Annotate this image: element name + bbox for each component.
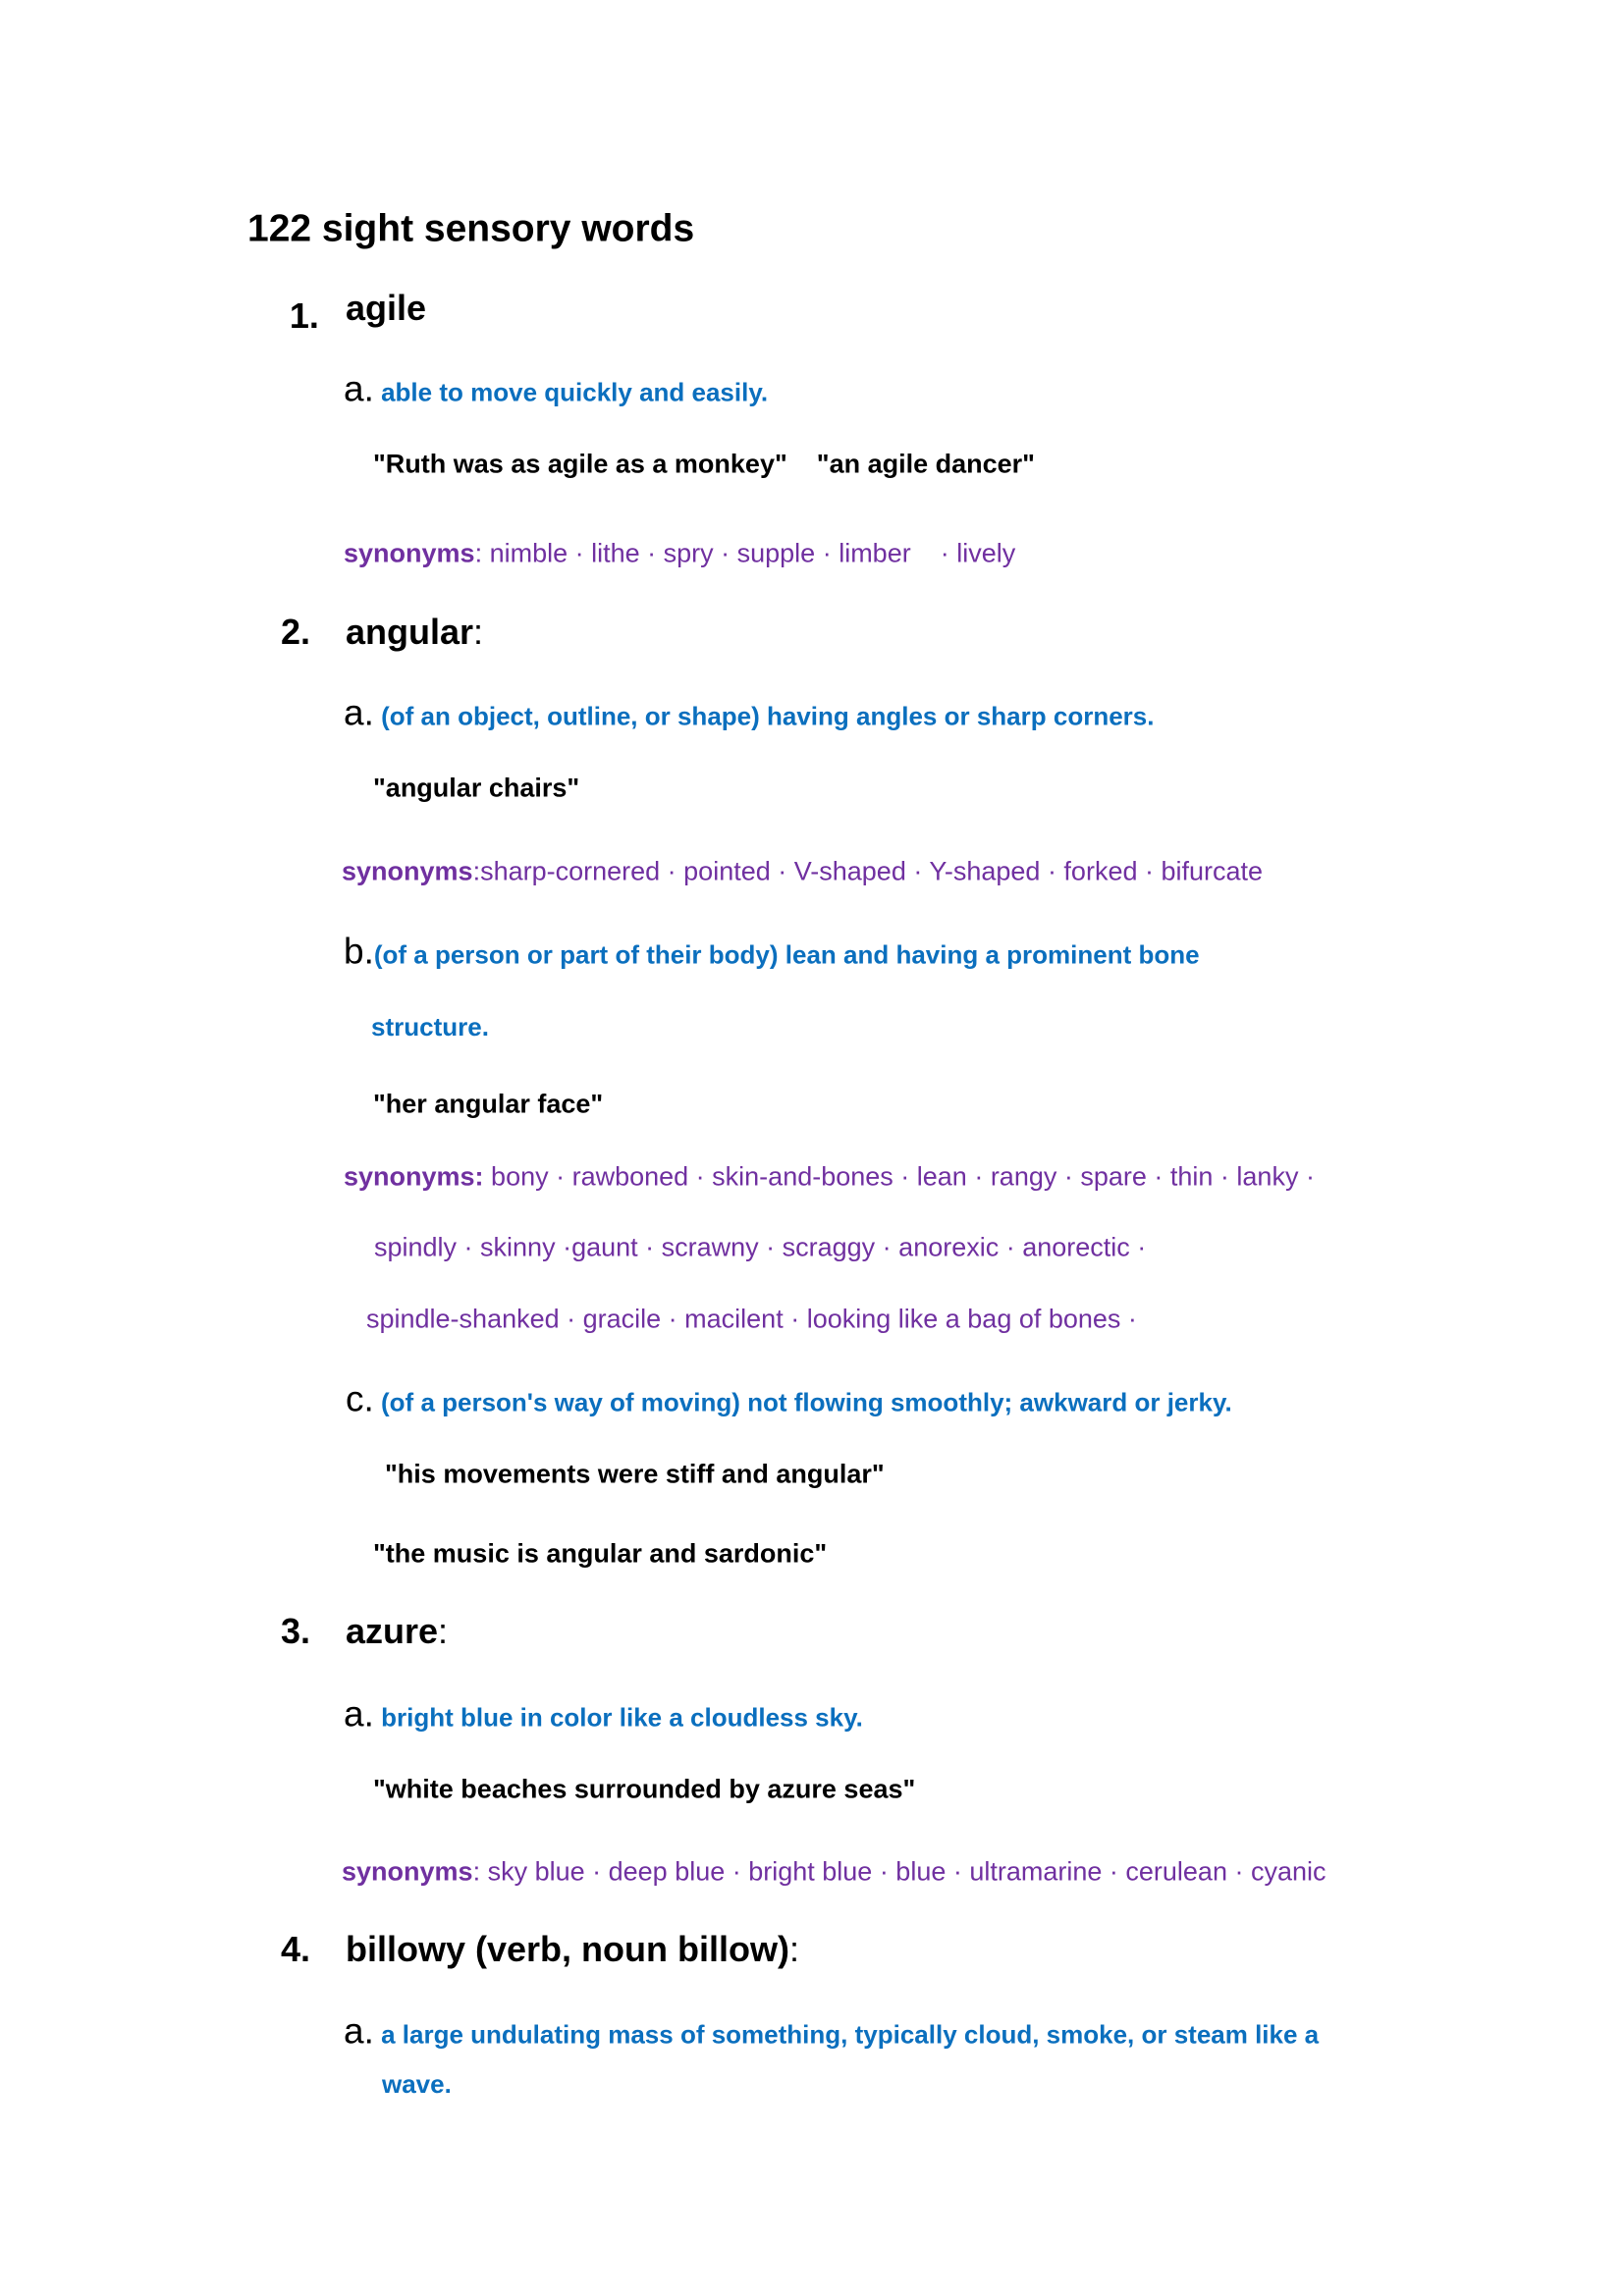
synonyms-line	[342, 856, 1264, 886]
entry-term	[346, 288, 427, 328]
example-quote: "Ruth was as agile as a monkey" "an agile dancer"	[373, 449, 1035, 479]
sense-definition-continued: structure.	[371, 1012, 489, 1041]
sense-definition: (of an object, outline, or shape) having angles or sharp corners.	[381, 701, 1155, 731]
synonyms-line-continued: spindly · skinny ·gaunt · scrawny · scraggy · anorexic · anorectic ·	[374, 1232, 1147, 1262]
synonyms-colon: :	[472, 1856, 481, 1887]
example-quote: "angular chairs"	[373, 773, 580, 803]
synonyms-colon: :	[474, 538, 483, 568]
entry-number: 4.	[281, 1929, 311, 1969]
example-quote: "the music is angular and sardonic"	[373, 1538, 828, 1569]
sense-row	[344, 1693, 863, 1735]
synonyms-line-continued: spindle-shanked · gracile · macilent · looking like a bag of bones ·	[366, 1304, 1137, 1334]
sense-definition-continued: wave.	[382, 2069, 452, 2099]
sense-definition: a large undulating mass of something, typically cloud, smoke, or steam like a	[381, 2019, 1320, 2050]
sense-letter: b.	[344, 931, 374, 972]
synonyms-list: nimble · lithe · spry · supple · limber · lively	[482, 538, 1016, 568]
entry-term	[346, 1611, 449, 1651]
sense-definition: (of a person or part of their body) lean and having a prominent bone	[373, 939, 1200, 970]
synonyms-line	[342, 1856, 1326, 1887]
sense-letter: c.	[346, 1378, 374, 1419]
page-title: 122 sight sensory words	[247, 207, 695, 250]
sense-definition: (of a person's way of moving) not flowing smoothly; awkward or jerky.	[381, 1387, 1232, 1417]
entry-number: 3.	[281, 1611, 311, 1651]
sense-definition: bright blue in color like a cloudless sky.	[381, 1702, 863, 1733]
sense-row	[344, 2010, 1320, 2052]
synonyms-label: synonyms	[342, 1856, 473, 1887]
sense-row	[346, 1378, 1232, 1419]
term-colon: :	[789, 1929, 800, 1969]
entry-number: 1.	[289, 295, 319, 336]
sense-row	[344, 931, 1200, 972]
sense-letter: a.	[344, 2010, 374, 2052]
sense-letter: a.	[344, 692, 374, 733]
term-colon: :	[438, 1611, 449, 1651]
term-text: billowy (verb, noun billow)	[346, 1929, 789, 1969]
term-text: agile	[346, 288, 427, 328]
example-quote: "white beaches surrounded by azure seas"	[373, 1774, 916, 1804]
sense-row	[344, 368, 769, 409]
synonyms-label: synonyms:	[344, 1161, 484, 1192]
synonyms-list: sharp-cornered · pointed · V-shaped · Y-shaped · forked · bifurcate	[480, 856, 1264, 886]
entry-number: 2.	[281, 612, 311, 652]
synonyms-list: sky blue · deep blue · bright blue · blue · ultramarine · cerulean · cyanic	[480, 1856, 1326, 1887]
synonyms-colon: :	[472, 856, 481, 886]
sense-row	[344, 692, 1155, 733]
entry-heading	[281, 283, 319, 334]
term-colon: :	[473, 612, 484, 652]
term-text: azure	[346, 1611, 439, 1651]
synonyms-line	[344, 1161, 1315, 1192]
entry-term	[346, 614, 483, 650]
synonyms-list: bony · rawboned · skin-and-bones · lean · rangy · spare · thin · lanky ·	[483, 1161, 1315, 1192]
synonyms-label: synonyms	[344, 538, 475, 568]
sense-letter: a.	[344, 368, 374, 409]
term-text: angular	[346, 612, 474, 652]
entry-term	[346, 1929, 800, 1969]
sense-letter: a.	[344, 1693, 374, 1735]
synonyms-label: synonyms	[342, 856, 473, 886]
sense-definition: able to move quickly and easily.	[381, 377, 769, 407]
example-quote: "her angular face"	[373, 1089, 604, 1119]
synonyms-line	[344, 538, 1016, 568]
example-quote: "his movements were stiff and angular"	[385, 1459, 885, 1489]
